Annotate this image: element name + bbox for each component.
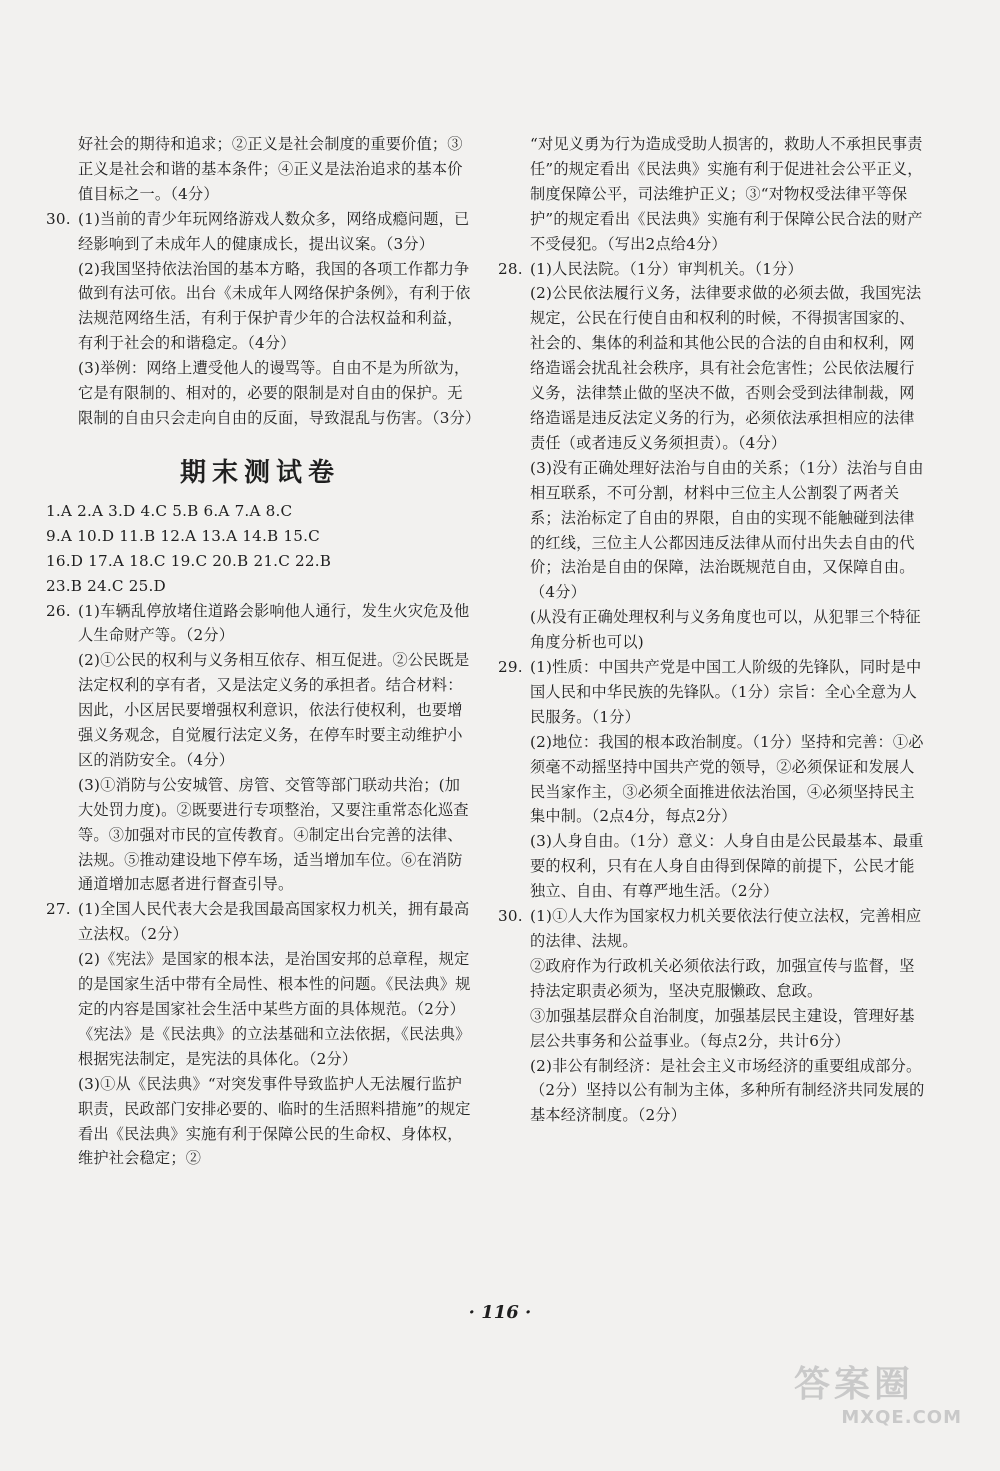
section-title: 期末测试卷: [179, 457, 340, 488]
watermark-text: 答案圈: [794, 1364, 915, 1405]
paragraph: (2)公民依法履行义务，法律要求做的必须去做，我国宪法规定，公民在行使自由和权利的时候，不得损害国家的、社会的、集体的利益和其他公民的合法的自由和权利，网络造谣会扰乱社会秩序，具有社会危害性；公民依法履行义务，法律禁止做的坚决不做，否则会受到法律制裁，网络造谣是违反法定义务的行为，必须依法承担相应的法律责任（或者违反义务须担责）。（4分）: [530, 284, 922, 452]
watermark-url: MXQE.COM: [841, 1407, 962, 1428]
paragraph: (1)性质：中国共产党是中国工人阶级的先锋队，同时是中国人民和中华民族的先锋队。（1分）宗旨：全心全意为人民服务。（1分）: [530, 658, 922, 726]
q27-continued: [498, 132, 926, 257]
multiple-choice-answers: [46, 499, 474, 599]
paragraph: (3)举例：网络上遭受他人的谩骂等。自由不是为所欲为，它是有限制的、相对的，必要的限制是对自由的保护。无限制的自由只会走向自由的反面，导致混乱与伤害。（3分）: [78, 359, 481, 427]
paragraph: (1)①人大作为国家权力机关要依法行使立法权，完善相应的法律、法规。: [530, 907, 922, 950]
paragraph: (2)非公有制经济：是社会主义市场经济的重要组成部分。（2分）坚持以公有制为主体，多种所有制经济共同发展的基本经济制度。（2分）: [530, 1056, 925, 1125]
paragraph: (1)全国人民代表大会是我国最高国家权力机关，拥有最高立法权。（2分）: [78, 900, 470, 944]
left-column: [46, 132, 481, 1171]
paragraph: “对见义勇为行为造成受助人损害的，救助人不承担民事责任”的规定看出《民法典》实施有利于促进社会公平正义，制度保障公平，司法维护正义；③“对物权受法律平等保护”的规定看出《民法典》实施有利于保障公民合法的财产不受侵犯。（写出2点给4分）: [530, 135, 923, 253]
paragraph: ③加强基层群众自治制度，加强基层民主建设，管理好基层公共事务和公益事业。（每点2分，共计6分）: [530, 1006, 915, 1050]
question-number: 27.: [46, 900, 71, 919]
paragraph: 好社会的期待和追求；②正义是社会制度的重要价值；③正义是社会和谐的基本条件；④正义是法治追求的基本价值目标之一。（4分）: [78, 135, 463, 203]
paragraph: ②政府作为行政机关必须依法行政，加强宣传与监督，坚持法定职责必须为，坚决克服懒政、怠政。: [530, 956, 915, 1000]
paragraph: (3)人身自由。（1分）意义：人身自由是公民最基本、最重要的权利，只有在人身自由得到保障的前提下，公民才能独立、自由、有尊严地生活。（2分）: [530, 832, 924, 901]
paragraph: (3)①从《民法典》“对突发事件导致监护人无法履行监护职责，民政部门安排必要的、临时的生活照料措施”的规定看出《民法典》实施有利于保障公民的生命权、身体权，维护社会稳定；②: [78, 1074, 471, 1168]
paragraph: (2)地位：我国的根本政治制度。（1分）坚持和完善：①必须毫不动摇坚持中国共产党的领导，②必须保证和发展人民当家作主，③必须全面推进依法治国，④必须坚持民主集中制。（2点4分，每点2分）: [530, 732, 924, 826]
question-30-right: [498, 904, 926, 1128]
page-number: · 116 ·: [468, 1302, 532, 1323]
answer-row: 16.D 17.A 18.C 19.C 20.B 21.C 22.B: [46, 551, 332, 570]
answer-row: 1.A 2.A 3.D 4.C 5.B 6.A 7.A 8.C: [46, 501, 293, 520]
question-number: 26.: [46, 601, 71, 620]
paragraph: (2)《宪法》是国家的根本法，是治国安邦的总章程，规定的是国家生活中带有全局性、根本性的问题。《民法典》规定的内容是国家社会生活中某些方面的具体规范。（2分）《宪法》是《民法典》的立法基础和立法依据，《民法典》根据宪法制定，是宪法的具体化。（2分）: [78, 950, 471, 1068]
question-number: 28.: [498, 259, 523, 278]
q29-continued: [46, 132, 474, 207]
question-28: [498, 257, 926, 656]
question-number: 30.: [46, 209, 71, 228]
paragraph: (1)车辆乱停放堵住道路会影响他人通行，发生火灾危及他人生命财产等。（2分）: [78, 601, 470, 645]
question-26: [46, 599, 474, 898]
right-column: [498, 132, 926, 1128]
paragraph: (1)当前的青少年玩网络游戏人数众多，网络成瘾问题，已经影响到了未成年人的健康成长，提出议案。（3分）: [78, 209, 470, 253]
paragraph: (2)我国坚持依法治国的基本方略，我国的各项工作都力争做到有法可依。出台《未成年人网络保护条例》，有利于依法规范网络生活，有利于保护青少年的合法权益和利益，有利于社会的和谐稳定。（4分）: [78, 259, 471, 353]
question-29: [498, 655, 926, 904]
answer-row: 23.B 24.C 25.D: [46, 576, 166, 595]
paragraph: (3)①消防与公安城管、房管、交管等部门联动共治；(加大处罚力度)。②既要进行专项整治，又要注重常态化巡查等。③加强对市民的宣传教育。④制定出台完善的法律、法规。⑤推动建设地下停车场，适当增加车位。⑥在消防通道增加志愿者进行督查引导。: [78, 775, 469, 894]
paragraph: (从没有正确处理权利与义务角度也可以，从犯罪三个特征角度分析也可以): [530, 608, 921, 652]
question-30: [46, 207, 481, 431]
paragraph: (1)人民法院。（1分）审判机关。（1分）: [530, 259, 803, 278]
question-27: [46, 897, 474, 1171]
watermark-logo: [794, 1363, 972, 1437]
paragraph: (2)①公民的权利与义务相互依存、相互促进。②公民既是法定权利的享有者，又是法定义务的承担者。结合材料：因此，小区居民要增强权利意识，依法行使权利，也要增强义务观念，自觉履行法定义务，在停车时要主动维护小区的消防安全。（4分）: [78, 651, 470, 769]
question-number: 29.: [498, 658, 523, 677]
answer-row: 9.A 10.D 11.B 12.A 13.A 14.B 15.C: [46, 526, 320, 545]
question-number: 30.: [498, 907, 523, 926]
paragraph: (3)没有正确处理好法治与自由的关系；（1分）法治与自由相互联系，不可分割，材料中三位主人公割裂了两者关系；法治标定了自由的界限，自由的实现不能触碰到法律的红线，三位主人公都因违反法律从而付出失去自由的代价；法治是自由的保障，法治既规范自由，又保障自由。（4分）: [530, 458, 924, 602]
